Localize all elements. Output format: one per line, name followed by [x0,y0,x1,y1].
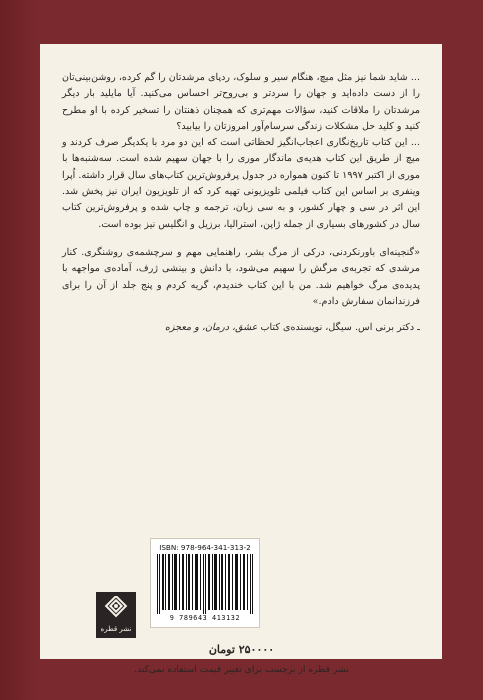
barcode-number: 9 789643 413132 [169,614,241,622]
description-paragraph-1: ... شاید شما نیز مثل میچ، هنگام سیر و سلوک، ردپای مرشدتان را گم کرده، روشن‌بینی‌تان را از دست داده‌اید و جهان را سردتر و بی‌روح‌تر احساس می‌کنید. آیا مایلید بار دیگر مرشدتان را ملاقات کنید، سؤالات مهم‌تری که همچنان ذهنتان را تسخیر کرده با او مطرح کنید و کلید حل مشکلات زندگی سرسام‌آور امروزتان را بیابید؟ [62,72,420,132]
isbn-text: ISBN: 978-964-341-313-2 [159,543,251,552]
price-label: ۲۵۰۰۰۰ تومان [208,643,275,656]
quote-attribution [62,322,420,333]
publisher-logo [96,592,136,638]
price-policy-note: نشر قطره از برچسب برای تغییر قیمت استفاده نمی‌کند. [134,664,349,675]
attribution-author: ـ دکتر برنی اس. سیگل، نویسنده‌ی کتاب [257,322,420,334]
review-quote: «گنجینه‌ای باورنکردنی، درکی از مرگ بشر، راهنمایی مهم و سرچشمه‌ی روشنگری. کنار مرشدی که تجربه‌ی مرگش را سهیم می‌شود، با دانش و بینشی ژرف، آماده‌ی مواجهه با پدیده‌ی مرگ خواهیم شد. من با این کتاب خندیدم، گریه کردم و پنج جلد از آن را برای فرزندانمان سفارش دادم.» [62,246,420,307]
qatreh-logo-icon [100,596,132,624]
cover-spine-edge [0,0,40,700]
publisher-name: نشر قطره [100,625,132,633]
barcode-label [150,538,260,628]
barcode-icon [155,554,255,614]
attribution-book-title: عشق، درمان، و معجزه [164,322,258,334]
description-paragraph-2: ... این کتاب تاریخ‌نگاری اعجاب‌انگیز لحظاتی است که این دو مرد با یکدیگر صرف کردند و میچ از طریق این کتاب هدیه‌ی ماندگار موری را با جهان سهیم شده است. سه‌شنبه‌ها با موری از اکتبر ۱۹۹۷ تا کنون همواره در جدول پرفروش‌ترین کتاب‌های سال قرار داشته. اُپرا وینفری بر اساس این کتاب فیلمی تلویزیونی تهیه کرد که از تلویزیون ایران نیز پخش شد. این اثر در سی و چهار کشور، و به سی زبان، ترجمه و چاپ شده و پرفروش‌ترین کتاب سال در کشورهای بسیاری از جمله ژاپن، استرالیا، برزیل و انگلیس نیز بوده است. [62,137,420,230]
